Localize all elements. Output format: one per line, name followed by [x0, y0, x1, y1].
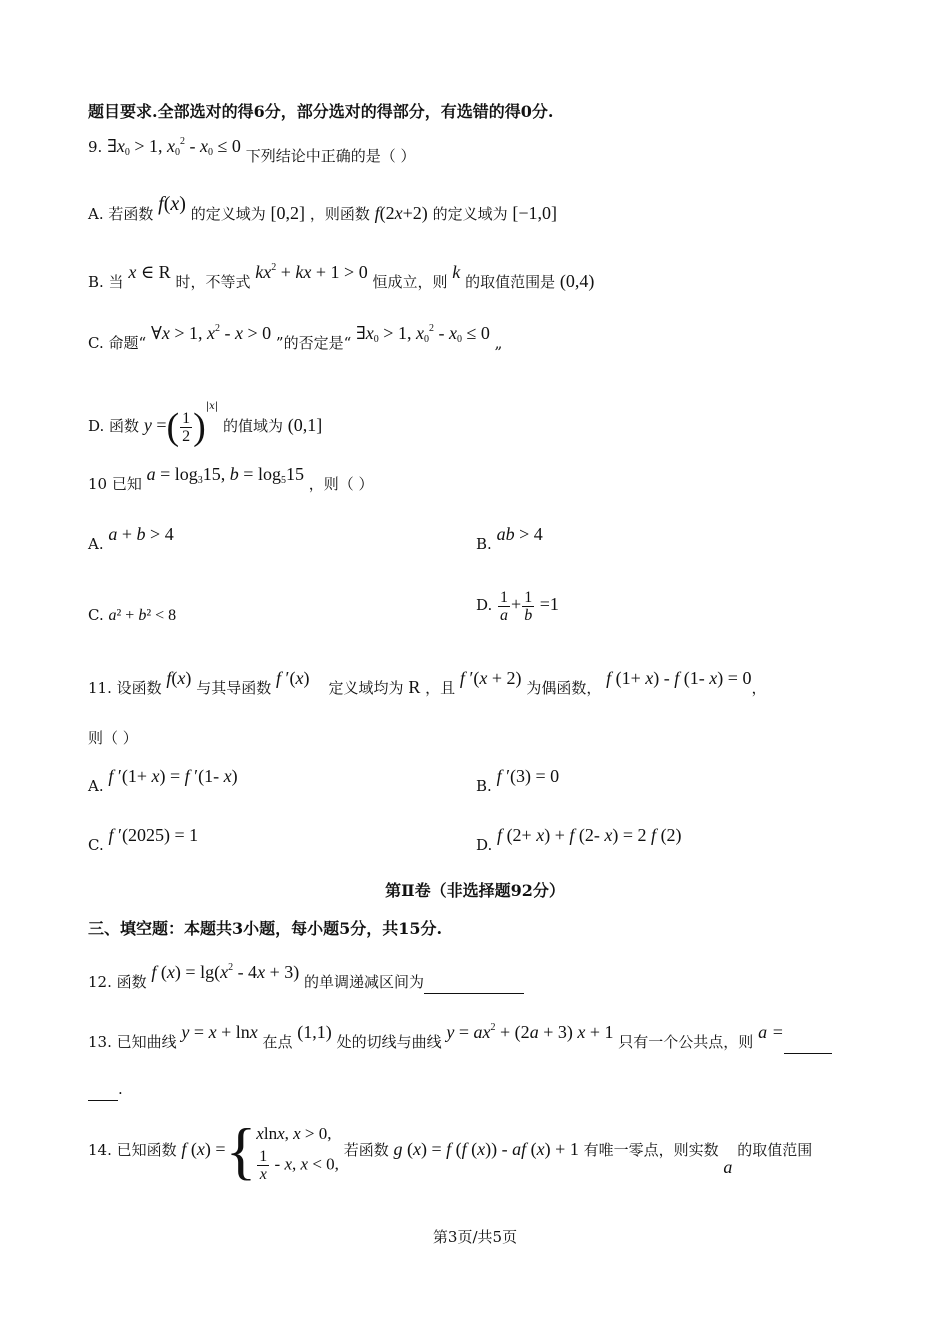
option-label: A. 若函数: [88, 205, 154, 223]
question-label: 12. 函数: [88, 973, 147, 991]
option-text: 恒成立，则: [372, 273, 448, 291]
option-text: 的取值范围是: [465, 273, 556, 291]
q11-option-d: D. f (2+ x) + f (2- x) = 2 f (2): [476, 825, 682, 854]
q9-option-a: A. 若函数 f(x) 的定义域为 [0,2] ，则函数 f(2x+2) 的定义域为 [−1,0]: [88, 193, 557, 223]
section-title: 第Ⅱ卷（非选择题92分）: [385, 881, 565, 900]
answer-blank[interactable]: [424, 971, 524, 994]
question-number: 9.: [88, 138, 103, 156]
question-14: 14. 已知函数 f (x) ={ xlnx, x > 0, $\frac{1}{x}$ - x, x < 0, 若函数 g (x) = f (f (x)) - af (x) + 1 有唯一零点，则实数 a 的取值范围: [88, 1115, 813, 1186]
question-10: 10 已知 $a = \log_315$, $b = \log_515$ ，则（ ）: [88, 464, 374, 493]
question-label: 14. 已知函数: [88, 1141, 177, 1159]
q9-option-c: C. 命题“ ∀x > 1, $x^2 - x > 0$ ”的否定是“ $\exists x_0 > 1$, $x_0^2 - x_0 \le 0$ „: [88, 323, 503, 352]
option-text: 的值域为: [222, 417, 283, 435]
option-label: D.: [476, 836, 493, 854]
fill-in-heading: 三、填空题：本题共3小题，每小题5分，共15分.: [88, 919, 443, 938]
real-set: R: [408, 677, 421, 697]
option-text: ”的否定是“: [275, 334, 352, 352]
q11-then: 则（ ）: [88, 729, 138, 747]
question-text: 为偶函数，: [526, 679, 602, 697]
option-text: 的定义域为: [190, 205, 266, 223]
question-13: 13. 已知曲线 y = x + lnx 在点 (1,1) 处的切线与曲线 $y = ax^2 + (2a + 3) x + 1$ 只有一个公共点，则 a =: [88, 1026, 832, 1054]
question-text: 与其导函数: [196, 679, 272, 697]
question-12: 12. 函数 f $(x) = \lg(x^2 - 4x + 3)$ 的单调递减区间为: [88, 966, 524, 994]
option-label: A.: [88, 777, 104, 795]
question-text: 处的切线与曲线: [336, 1033, 442, 1051]
question-text: 只有一个公共点，则: [618, 1033, 754, 1051]
question-text: 若函数: [343, 1141, 389, 1159]
option-label: C.: [88, 606, 104, 624]
question-text: 的取值范围: [737, 1141, 813, 1159]
option-label: D.: [476, 596, 493, 614]
question-text: ，: [751, 679, 767, 697]
q10-option-c: C. a² + b² < 8: [88, 606, 177, 624]
q9-stem: 下列结论中正确的是（ ）: [245, 147, 416, 165]
question-label: 11. 设函数: [88, 679, 162, 697]
q11-option-b: B. f ′(3) = 0: [476, 766, 560, 795]
option-label: A.: [88, 535, 104, 553]
answer-blank[interactable]: [784, 1031, 832, 1054]
q11-option-a: A. f ′(1+ x) = f ′(1- x): [88, 766, 238, 795]
question-label: 13. 已知曲线: [88, 1033, 177, 1051]
q9-option-d: D. 函数 y =( $\frac{1}{2}$ )$^{|x|}$ 的值域为 (0,1]: [88, 401, 323, 448]
question-text: ，则（ ）: [308, 475, 374, 493]
option-text: ，则函数: [309, 205, 370, 223]
option-label: B. 当: [88, 273, 124, 291]
q10-option-a: A. a + b > 4: [88, 524, 174, 553]
question-text: 的单调递减区间为: [304, 973, 425, 991]
option-text: 时，不等式: [175, 273, 251, 291]
question-9: [88, 136, 416, 173]
answer-blank-continued[interactable]: .: [88, 1078, 123, 1101]
q10-option-d: D. $\frac{1}{a}$ + $\frac{1}{b}$ =1: [476, 588, 559, 624]
question-text: 在点: [262, 1033, 293, 1051]
question-label: 10 已知: [88, 475, 142, 493]
question-text: 定义域均为: [328, 679, 404, 697]
question-text: ，且: [425, 679, 456, 697]
question-11: 11. 设函数 f(x) 与其导函数 f ′(x) 定义域均为 R ，且 f ′(x + 2) 为偶函数， f (1+ x) - f (1- x) = 0，: [88, 668, 767, 697]
q11-option-c: C. f ′(2025) = 1: [88, 825, 199, 854]
q10-option-b: B. ab > 4: [476, 524, 543, 553]
option-label: D. 函数: [88, 417, 140, 435]
q9-option-b: B. 当 x ∈ R 时，不等式 $kx^2$ + kx + 1 > 0 恒成立，则 k 的取值范围是 (0,4): [88, 262, 595, 291]
answer-variable: a =: [758, 1022, 784, 1042]
page-footer: 第3页/共5页: [432, 1228, 518, 1246]
option-label: B.: [476, 535, 492, 553]
question-text: 有唯一零点，则实数: [583, 1141, 719, 1159]
scoring-note: 题目要求.全部选对的得6分，部分选对的得部分，有选错的得0分.: [88, 102, 554, 121]
q9-formula: $\exists x_0 > 1$, $x_0^2 - x_0 \le 0$: [107, 136, 241, 158]
option-label: C. 命题“: [88, 334, 147, 352]
option-label: B.: [476, 777, 492, 795]
option-text: „: [494, 334, 503, 352]
option-label: C.: [88, 836, 104, 854]
option-text: 的定义域为: [432, 205, 508, 223]
